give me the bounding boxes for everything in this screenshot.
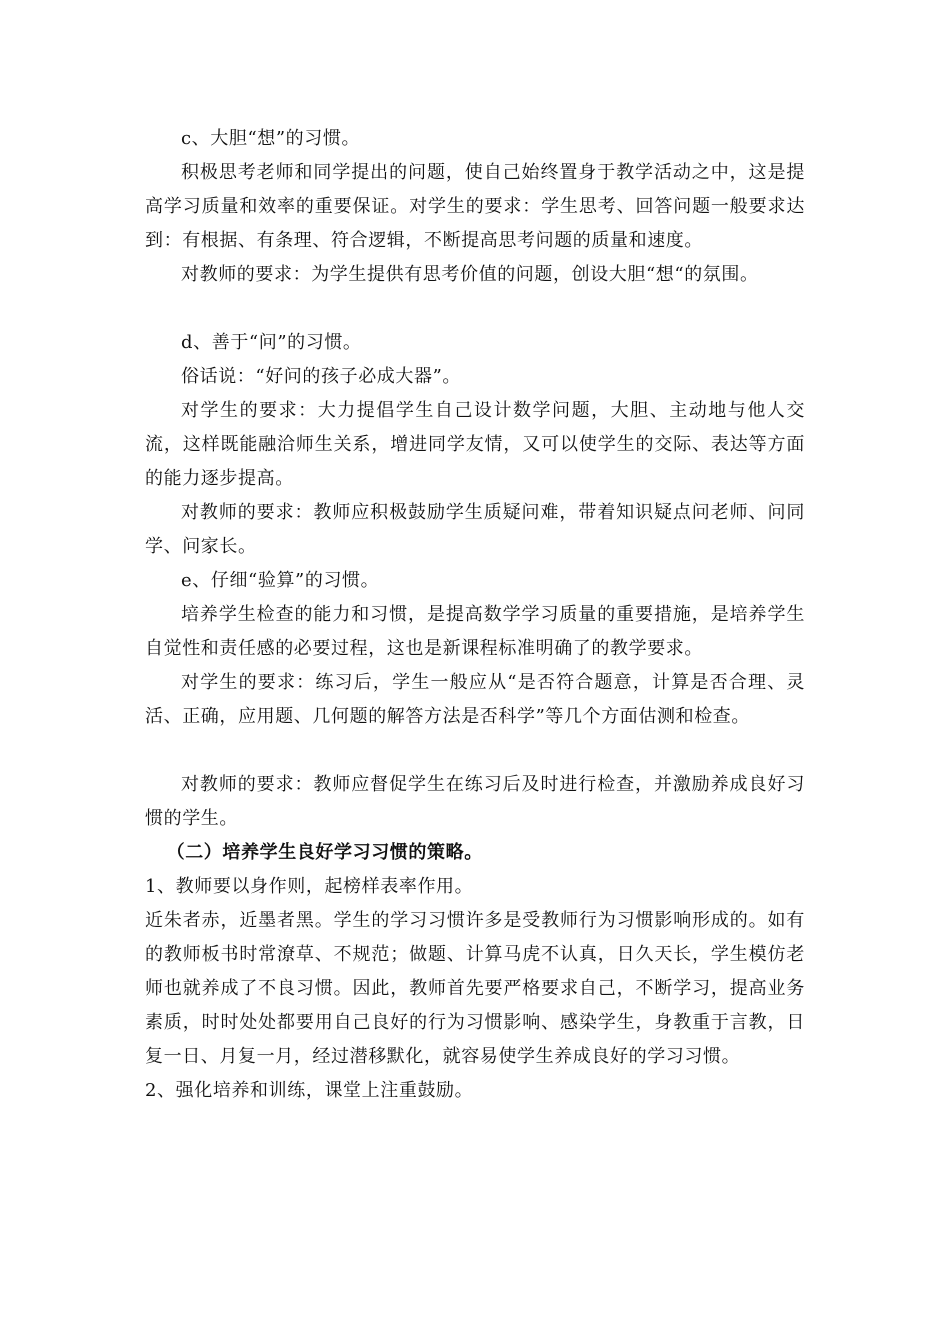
blank-line	[145, 292, 805, 326]
section-d-teacher-requirement: 对教师的要求：教师应积极鼓励学生质疑问难，带着知识疑点问老师、问同学、问家长。	[145, 502, 805, 557]
section-d-title: d、善于“问”的习惯。	[181, 332, 362, 353]
section-e-teacher-requirement: 对教师的要求：教师应督促学生在练习后及时进行检查，并激励养成良好习惯的学生。	[145, 774, 805, 829]
strategy-2-title: 2、强化培养和训练，课堂上注重鼓励。	[145, 1080, 474, 1101]
section-e-body: 培养学生检查的能力和习惯，是提高数学学习质量的重要措施，是培养学生自觉性和责任感的必要过程，这也是新课程标准明确了的教学要求。	[145, 604, 805, 659]
section-c-title: c、大胆“想”的习惯。	[181, 128, 361, 149]
blank-line	[145, 734, 805, 768]
document-body	[145, 122, 805, 1108]
section-e-student-requirement: 对学生的要求：练习后，学生一般应从“是否符合题意，计算是否合理、灵活、正确，应用题、几何题的解答方法是否科学”等几个方面估测和检查。	[145, 672, 805, 727]
section-d-student-requirement: 对学生的要求：大力提倡学生自己设计数学问题，大胆、主动地与他人交流，这样既能融洽师生关系，增进同学友情，又可以使学生的交际、表达等方面的能力逐步提高。	[145, 400, 805, 489]
section-two-heading: （二）培养学生良好学习习惯的策略。	[166, 842, 483, 863]
strategy-1-title: 1、教师要以身作则，起榜样表率作用。	[145, 876, 474, 897]
section-c-body: 积极思考老师和同学提出的问题，使自己始终置身于教学活动之中，这是提高学习质量和效率的重要保证。对学生的要求：学生思考、回答问题一般要求达到：有根据、有条理、符合逻辑，不断提高思考问题的质量和速度。	[145, 162, 805, 251]
section-c-teacher-requirement: 对教师的要求：为学生提供有思考价值的问题，创设大胆“想“的氛围。	[181, 264, 759, 285]
section-d-saying: 俗话说：“好问的孩子必成大器”。	[181, 366, 462, 387]
section-e-title: e、仔细“验算”的习惯。	[181, 570, 380, 591]
strategy-1-body: 近朱者赤，近墨者黑。学生的学习习惯许多是受教师行为习惯影响形成的。如有的教师板书时常潦草、不规范；做题、计算马虎不认真，日久天长，学生模仿老师也就养成了不良习惯。因此，教师首先要严格要求自己，不断学习，提高业务素质，时时处处都要用自己良好的行为习惯影响、感染学生，身教重于言教，日复一日、月复一月，经过潜移默化，就容易使学生养成良好的学习习惯。	[145, 910, 805, 1067]
